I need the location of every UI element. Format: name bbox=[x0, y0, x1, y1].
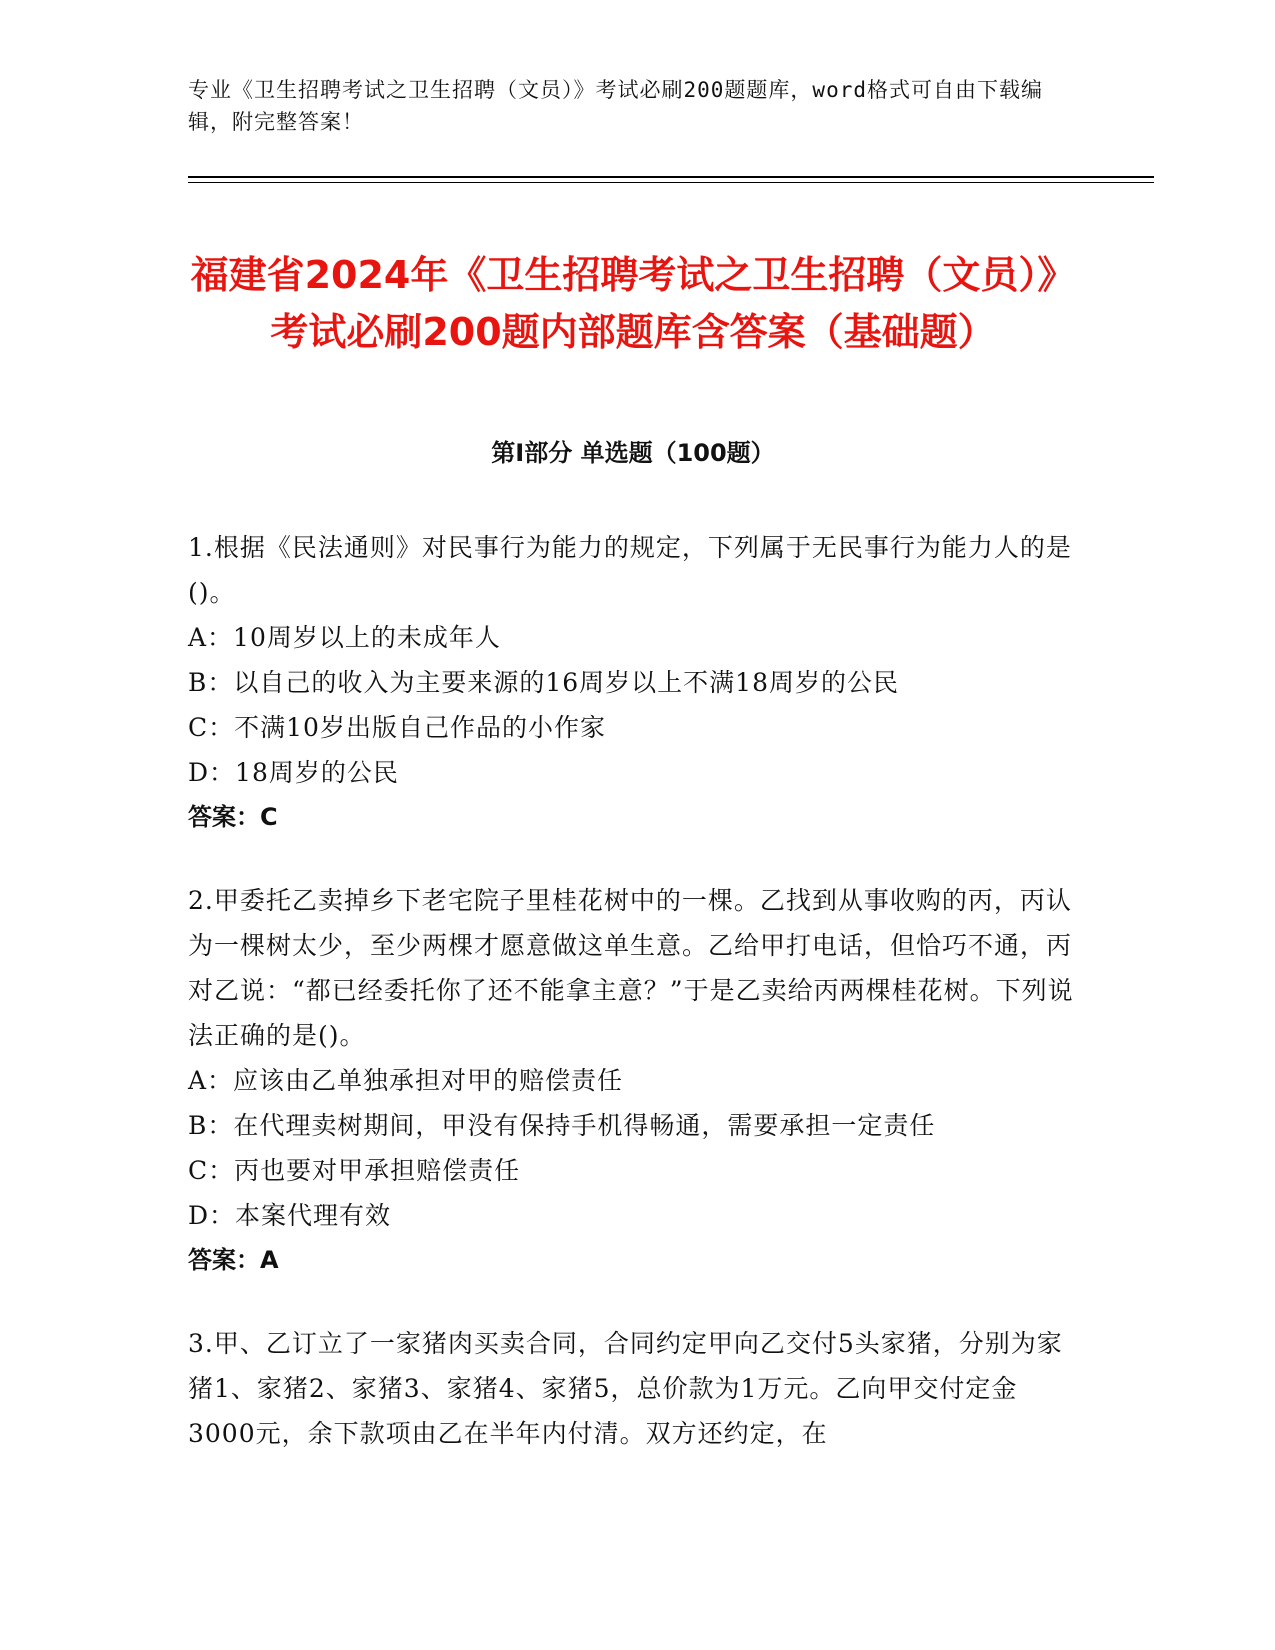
question-list bbox=[188, 525, 1078, 1494]
option-b: B：在代理卖树期间，甲没有保持手机得畅通，需要承担一定责任 bbox=[188, 1111, 936, 1140]
answer-line: 答案：C bbox=[188, 803, 278, 831]
question-1 bbox=[188, 525, 1078, 840]
header-divider-thin bbox=[188, 182, 1154, 183]
document-title: 福建省2024年《卫生招聘考试之卫生招聘（文员）》考试必刷200题内部题库含答案（基础题） bbox=[190, 253, 1076, 355]
option-c: C：不满10岁出版自己作品的小作家 bbox=[188, 713, 606, 742]
question-3 bbox=[188, 1321, 1078, 1456]
question-stem: 1.根据《民法通则》对民事行为能力的规定，下列属于无民事行为能力人的是()。 bbox=[188, 533, 1072, 607]
question-stem: 2.甲委托乙卖掉乡下老宅院子里桂花树中的一棵。乙找到从事收购的丙，丙认为一棵树太少，至少两棵才愿意做这单生意。乙给甲打电话，但恰巧不通，丙对乙说：“都已经委托你了还不能拿主意？”于是乙卖给丙两棵桂花树。下列说法正确的是()。 bbox=[188, 886, 1074, 1050]
option-a: A：10周岁以上的未成年人 bbox=[188, 623, 501, 652]
answer-line: 答案：A bbox=[188, 1246, 279, 1274]
header-note: 专业《卫生招聘考试之卫生招聘（文员）》考试必刷200题题库，word格式可自由下载编辑，附完整答案！ bbox=[188, 78, 1043, 134]
option-a: A：应该由乙单独承担对甲的赔偿责任 bbox=[188, 1066, 624, 1095]
question-stem: 3.甲、乙订立了一家猪肉买卖合同，合同约定甲向乙交付5头家猪，分别为家猪1、家猪2、家猪3、家猪4、家猪5，总价款为1万元。乙向甲交付定金3000元，余下款项由乙在半年内付清。双方还约定，在 bbox=[188, 1329, 1063, 1448]
option-c: C：丙也要对甲承担赔偿责任 bbox=[188, 1156, 521, 1185]
option-d: D：18周岁的公民 bbox=[188, 758, 399, 787]
question-2 bbox=[188, 878, 1078, 1283]
option-b: B：以自己的收入为主要来源的16周岁以上不满18周岁的公民 bbox=[188, 668, 899, 697]
header-divider-thick bbox=[188, 176, 1154, 178]
option-d: D：本案代理有效 bbox=[188, 1201, 392, 1230]
section-heading: 第Ⅰ部分 单选题（100题） bbox=[491, 439, 775, 467]
